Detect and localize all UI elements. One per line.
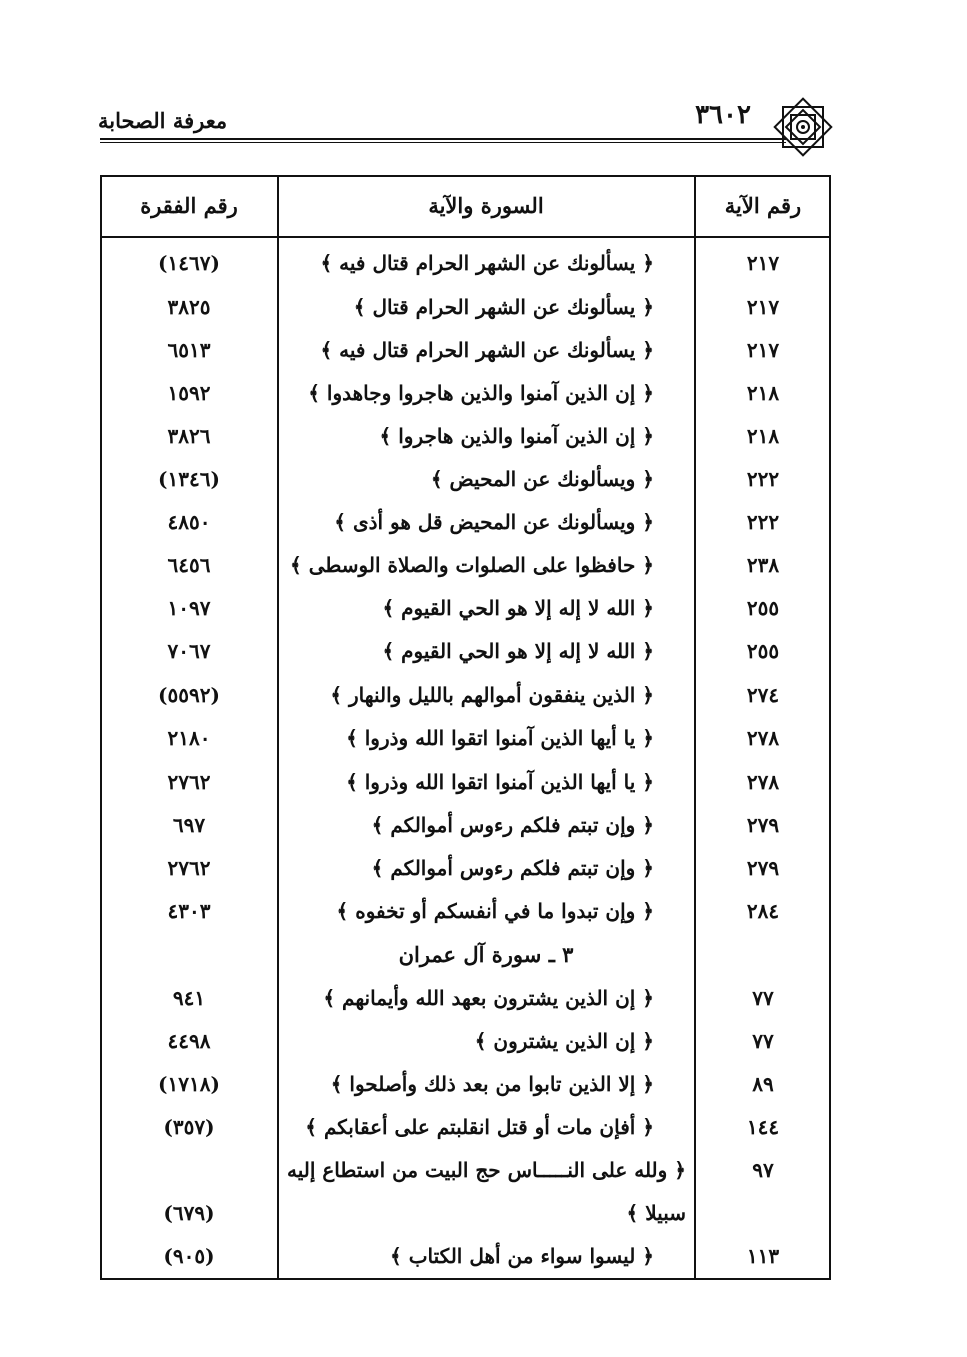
verse-number: ٢٧٩ (746, 856, 780, 880)
verse-text: ﴿ يا أيها الذين آمنوا اتقوا الله وذروا ﴾ (346, 726, 654, 750)
column-divider (277, 175, 279, 1280)
verse-text: ﴿ يسألونك عن الشهر الحرام قتال ﴾ (353, 295, 654, 319)
paragraph-number: ٤٣٠٣ (167, 899, 211, 923)
verse-text: ﴿ إن الذين يشترون بعهد الله وأيمانهم ﴾ (323, 986, 654, 1010)
page-number: ٣٦٠٢ (695, 100, 751, 130)
verse-text: ﴿ إن الذين يشترون ﴾ (474, 1029, 654, 1053)
paragraph-number: ٢٧٦٢ (167, 770, 211, 794)
verse-number: ٢٧٩ (746, 813, 780, 837)
header-divider (100, 236, 831, 238)
verse-number: ٧٧ (752, 1029, 774, 1053)
paragraph-number: ٦٤٥٦ (167, 553, 211, 577)
verse-number: ٢٧٨ (746, 770, 780, 794)
verse-number: ٢١٨ (746, 424, 780, 448)
verse-number: ٢٧٨ (746, 726, 780, 750)
paragraph-number: ٧٠٦٧ (167, 639, 211, 663)
verse-text: ﴿ وإن تبدوا ما في أنفسكم أو تخفوه ﴾ (336, 899, 654, 923)
verse-number: ٢١٧ (746, 295, 780, 319)
verse-text: ﴿ الله لا إله إلا هو الحي القيوم ﴾ (382, 639, 654, 663)
verse-number: ٢١٧ (746, 338, 780, 362)
verse-text: ﴿ وإن تبتم فلكم رءوس أموالكم ﴾ (371, 856, 654, 880)
verse-text: ﴿ الذين ينفقون أموالهم بالليل والنهار ﴾ (330, 683, 654, 707)
verse-number: ٩٧ (752, 1158, 774, 1182)
ornament-icon (770, 94, 836, 160)
paragraph-number: ٩٤١ (172, 986, 206, 1010)
verse-text: ﴿ يسألونك عن الشهر الحرام قتال فيه ﴾ (320, 338, 654, 362)
verse-text: ﴿ ليسوا سواء من أهل الكتاب ﴾ (390, 1244, 654, 1268)
section-title: ٣ ـ سورة آل عمران (398, 942, 574, 967)
paragraph-number: (١٤٦٧) (158, 251, 220, 275)
verse-number: ١١٣ (746, 1244, 780, 1268)
verse-number: ٧٧ (752, 986, 774, 1010)
paragraph-number: ١٥٩٢ (167, 381, 211, 405)
verse-text: ﴿ يا أيها الذين آمنوا اتقوا الله وذروا ﴾ (346, 770, 654, 794)
col-header-surah-verse: السورة والآية (428, 193, 544, 218)
verse-text: ﴿ أفإن مات أو قتل انقلبتم على أعقابكم ﴾ (305, 1115, 654, 1139)
verse-number: ٢٨٤ (746, 899, 780, 923)
verse-number: ٢٧٤ (746, 683, 780, 707)
verse-number: ١٤٤ (746, 1115, 780, 1139)
paragraph-number: (١٣٤٦) (158, 467, 220, 491)
header-rule-thin (100, 142, 786, 143)
col-header-verse-number: رقم الآية (724, 193, 802, 218)
paragraph-number: ٣٨٢٦ (167, 424, 211, 448)
header-rule (100, 138, 786, 140)
verse-text-continued: سبيلا ﴾ (626, 1201, 686, 1225)
verse-number: ٨٩ (752, 1072, 774, 1096)
paragraph-number: ٣٨٢٥ (167, 295, 211, 319)
col-header-paragraph-number: رقم الفقرة (140, 193, 238, 218)
verse-text: ﴿ إلا الذين تابوا من بعد ذلك وأصلحوا ﴾ (330, 1072, 654, 1096)
paragraph-number: ٦٥١٣ (167, 338, 211, 362)
paragraph-number: (٣٥٧) (163, 1115, 215, 1139)
verse-number: ٢٣٨ (746, 553, 780, 577)
paragraph-number: (٥٥٩٢) (158, 683, 220, 707)
paragraph-number: ٤٤٩٨ (167, 1029, 211, 1053)
verse-number: ٢٢٢ (746, 467, 780, 491)
paragraph-number (104, 1150, 274, 1190)
verse-text: ﴿ إن الذين آمنوا والذين هاجروا وجاهدوا ﴾ (308, 381, 654, 405)
verse-text: ﴿ إن الذين آمنوا والذين هاجروا ﴾ (379, 424, 654, 448)
paragraph-number: (١٧١٨) (158, 1072, 220, 1096)
verse-number (700, 1193, 826, 1233)
book-title: معرفة الصحابة (98, 108, 228, 133)
verse-text: ﴿ ويسألونك عن المحيض ﴾ (430, 467, 654, 491)
verse-number: ٢٥٥ (746, 596, 780, 620)
column-divider (694, 175, 696, 1280)
paragraph-number: ٤٨٥٠ (167, 510, 211, 534)
verse-text: ﴿ الله لا إله إلا هو الحي القيوم ﴾ (382, 596, 654, 620)
verse-number: ٢٥٥ (746, 639, 780, 663)
verse-text: ﴿ ويسألونك عن المحيض قل هو أذى ﴾ (334, 510, 654, 534)
paragraph-number: ٢١٨٠ (167, 726, 211, 750)
paragraph-number: ٢٧٦٢ (167, 856, 211, 880)
verse-number: ٢١٧ (746, 251, 780, 275)
paragraph-number: ١٠٩٧ (167, 596, 211, 620)
verse-text: ﴿ ولله على النـــــاس حج البيت من استطاع إليه (287, 1158, 686, 1182)
verse-number: ٢١٨ (746, 381, 780, 405)
paragraph-number: ٦٩٧ (172, 813, 206, 837)
verse-text: ﴿ يسألونك عن الشهر الحرام قتال فيه ﴾ (320, 251, 654, 275)
verse-number: ٢٢٢ (746, 510, 780, 534)
paragraph-number: (٩٠٥) (163, 1244, 215, 1268)
paragraph-number: (٦٧٩) (163, 1201, 215, 1225)
verse-text: ﴿ وإن تبتم فلكم رءوس أموالكم ﴾ (371, 813, 654, 837)
verse-text: ﴿ حافظوا على الصلوات والصلاة الوسطى ﴾ (290, 553, 654, 577)
